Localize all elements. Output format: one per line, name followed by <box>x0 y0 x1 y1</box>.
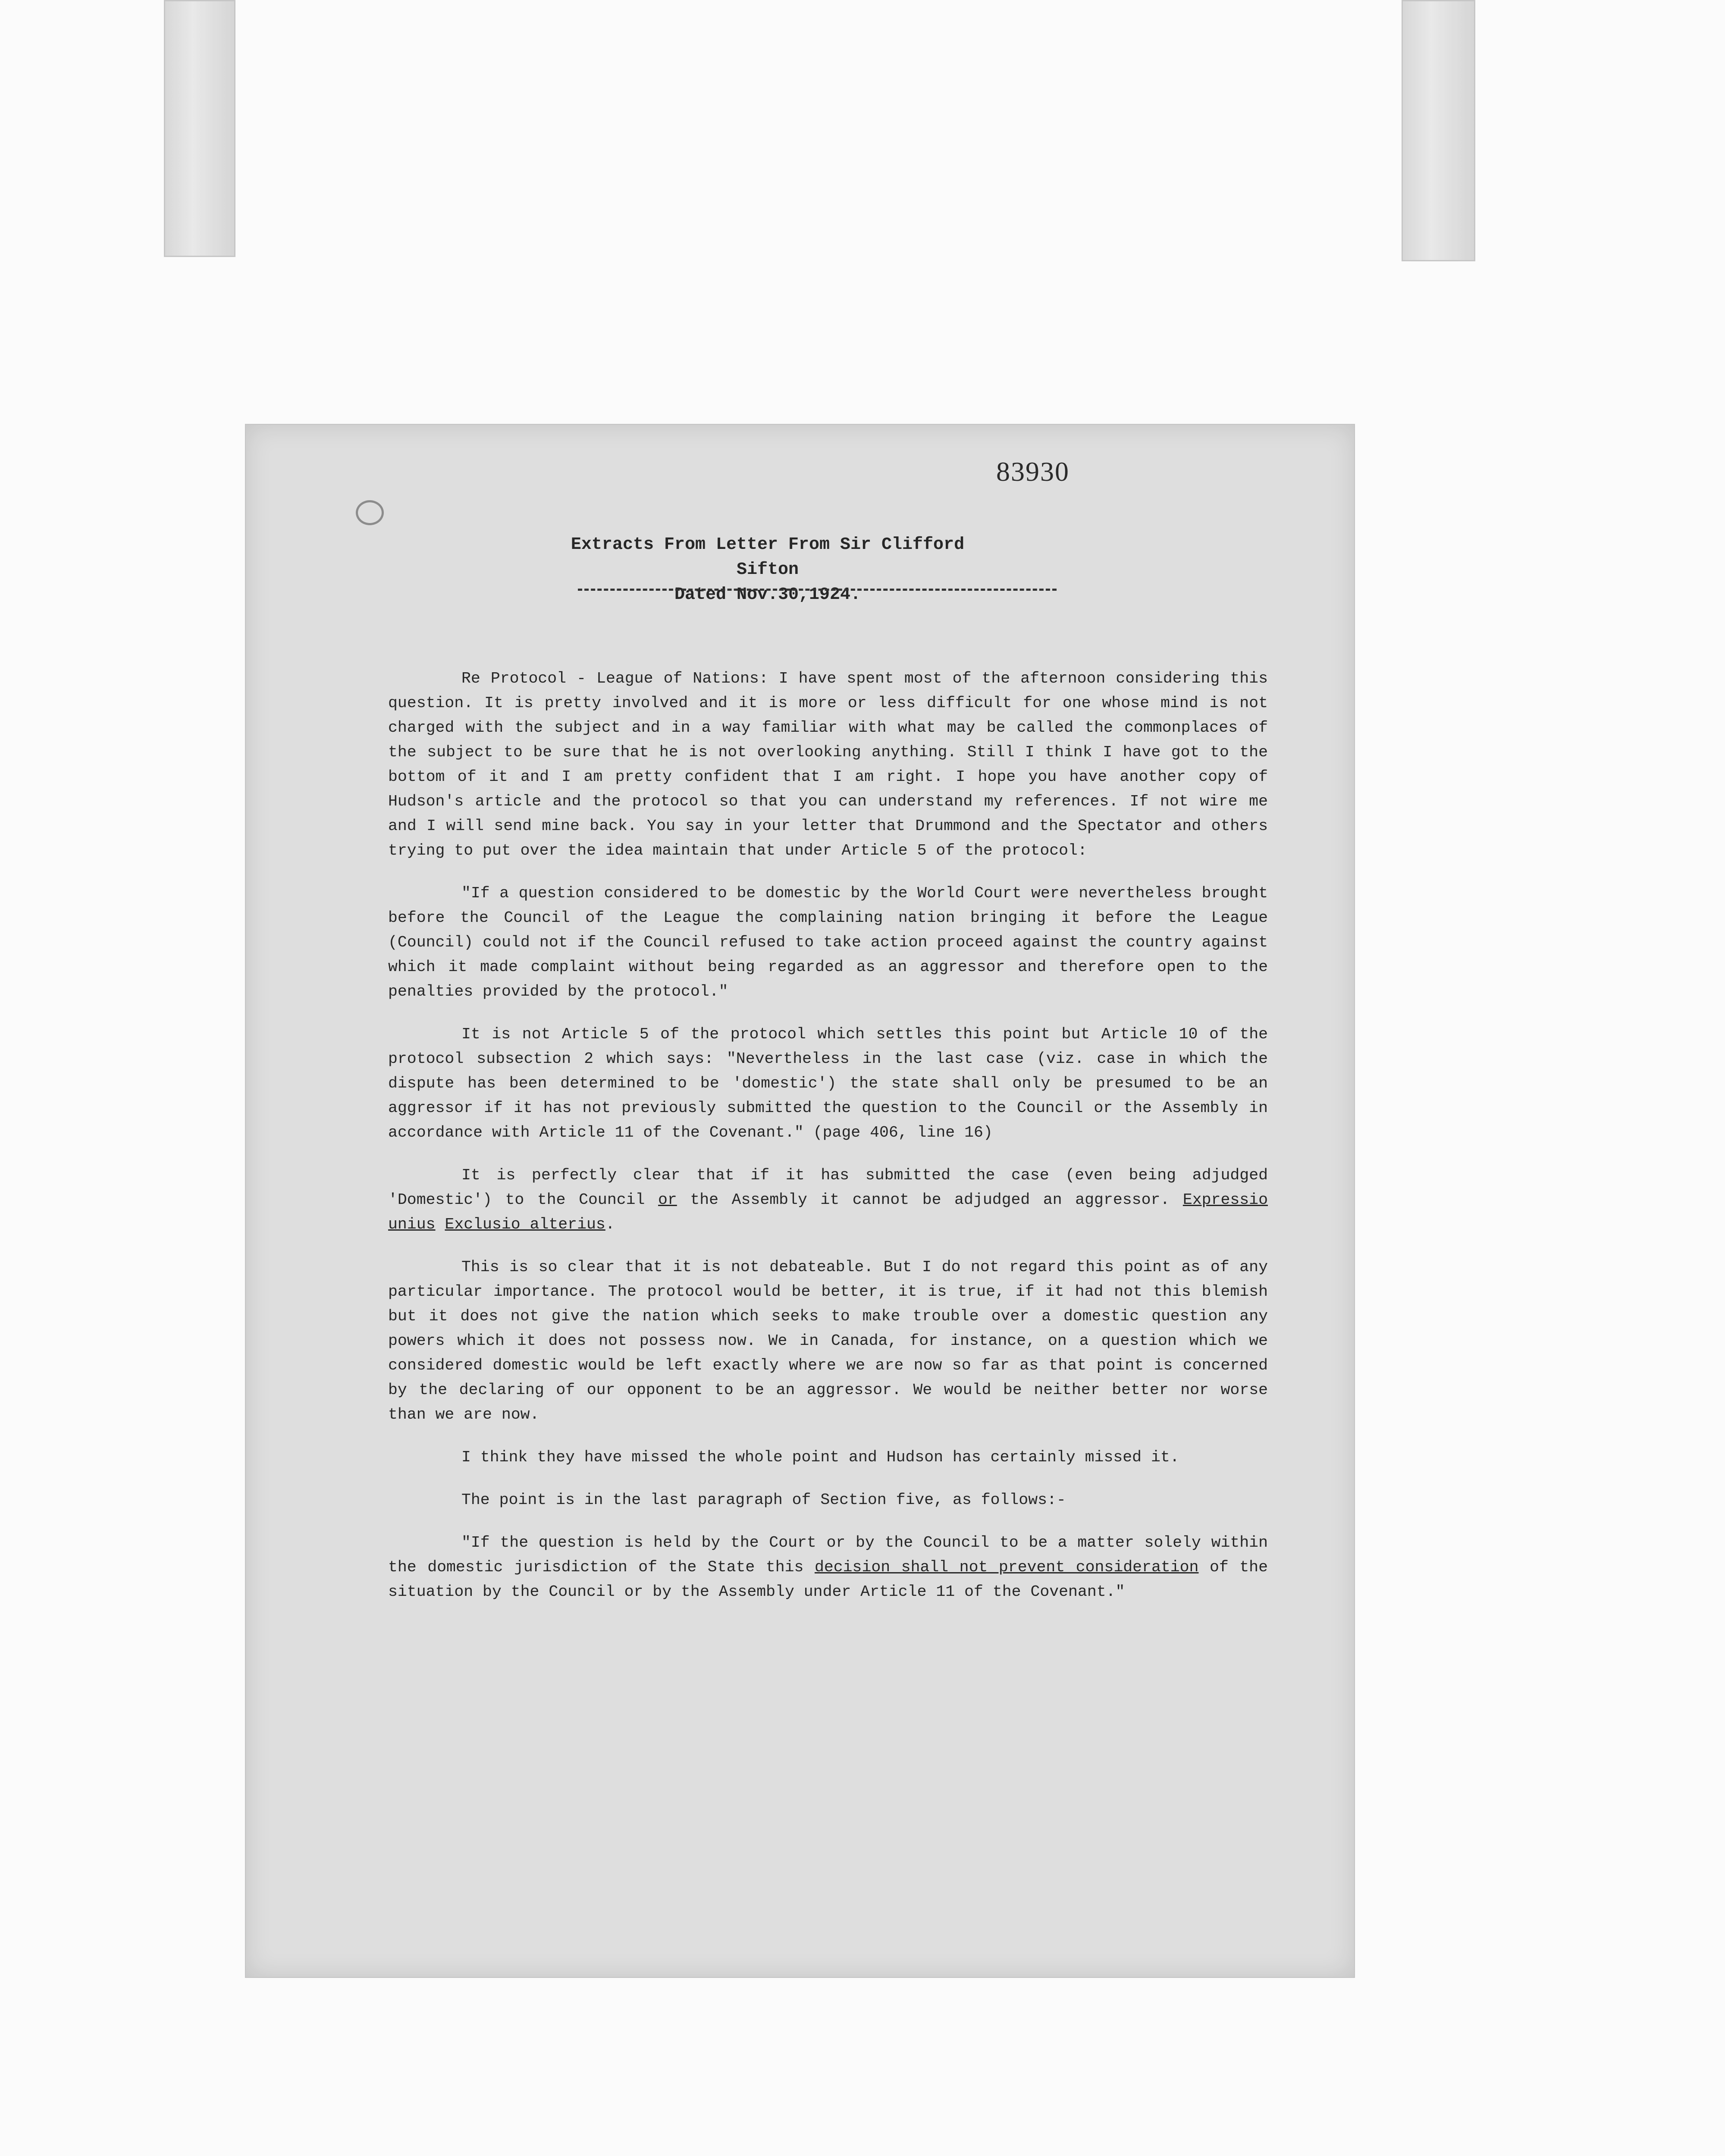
paragraph-debateable: This is so clear that it is not debateable. But I do not regard this point as of any particular importance. The protocol would be better, it is true, if it had not this blemish but it does not give the nation which seeks to make trouble over a domestic question any powers which it does not possess now. We in Canada, for instance, on a question which we considered domestic would be left exactly where we are now so far as that point is concerned by the declaring of our opponent to be an aggressor. We would be neither better nor worse than we are now. <box>388 1258 1268 1423</box>
letter-body <box>388 666 1268 1622</box>
final-quote-text-1: "If the question is held by the Court or by the Council to be a matter solely within the domestic jurisdiction of the State this <box>388 1534 1268 1576</box>
adjudged-text-1: It is perfectly clear that if it has submitted the case (even being adjudged 'Domestic') to the Council <box>388 1166 1268 1209</box>
latin-phrase-2: Exclusio alterius <box>445 1216 605 1233</box>
tape-top-right <box>1402 0 1475 261</box>
latin-phrase-1: Expressio unius <box>388 1191 1268 1233</box>
paragraph-quote-article-5: "If a question considered to be domestic by the World Court were nevertheless brought before the Council of the League the complaining nation bringing it before the League (Council) could not if the Council refused to take action proceed against the country against which it made complaint without being regarded as an aggressor and therefore open to the penalties provided by the protocol." <box>388 884 1268 1000</box>
tape-top-left <box>164 0 235 257</box>
final-quote-text-2: of the situation by the Council or by the Assembly under Article 11 of the Covenant." <box>388 1558 1268 1601</box>
paragraph-article-10: It is not Article 5 of the protocol which settles this point but Article 10 of the protocol subsection 2 which says: "Nevertheless in the last case (viz. case in which the dispute has been determined to be 'domestic') the state shall only be presumed to be an aggressor if it has not previously submitted the question to the Council or the Assembly in accordance with Article 11 of the Covenant." (page 406, line 16) <box>388 1025 1268 1141</box>
document-number: 83930 <box>996 456 1070 487</box>
adjudged-or-underlined: or <box>658 1191 677 1209</box>
punch-hole-mark <box>356 500 384 525</box>
heading-line-1: Extracts From Letter From Sir Clifford Sifton <box>571 535 965 580</box>
paragraph-final-quote <box>388 1530 1268 1604</box>
paragraph-protocol: Re Protocol - League of Nations: I have spent most of the afternoon considering this question. It is pretty involved and it is more or less difficult for one whose mind is not charged with the subject and in a way familiar with what may be called the commonplaces of the subject to be sure that he is not overlooking anything. Still I think I have got to the bottom of it and I am pretty confident that I am right. I hope you have another copy of Hudson's article and the protocol so that you can understand my references. If not wire me and I will send mine back. You say in your letter that Drummond and the Spectator and others trying to put over the idea maintain that under Article 5 of the protocol: <box>388 670 1268 859</box>
paragraph-adjudged <box>388 1163 1268 1237</box>
heading-line-2: Dated Nov.30,1924. <box>674 585 861 605</box>
adjudged-end: . <box>605 1216 615 1233</box>
final-quote-underlined: decision shall not prevent consideration <box>814 1558 1199 1576</box>
document-heading <box>548 533 988 608</box>
heading-rule <box>578 589 1057 591</box>
paragraph-missed-point: I think they have missed the whole point and Hudson has certainly missed it. <box>461 1448 1179 1466</box>
document-sheet <box>246 425 1354 1977</box>
adjudged-text-2: the Assembly it cannot be adjudged an aggressor. <box>677 1191 1183 1209</box>
paragraph-section-five: The point is in the last paragraph of Section five, as follows:- <box>461 1491 1066 1509</box>
